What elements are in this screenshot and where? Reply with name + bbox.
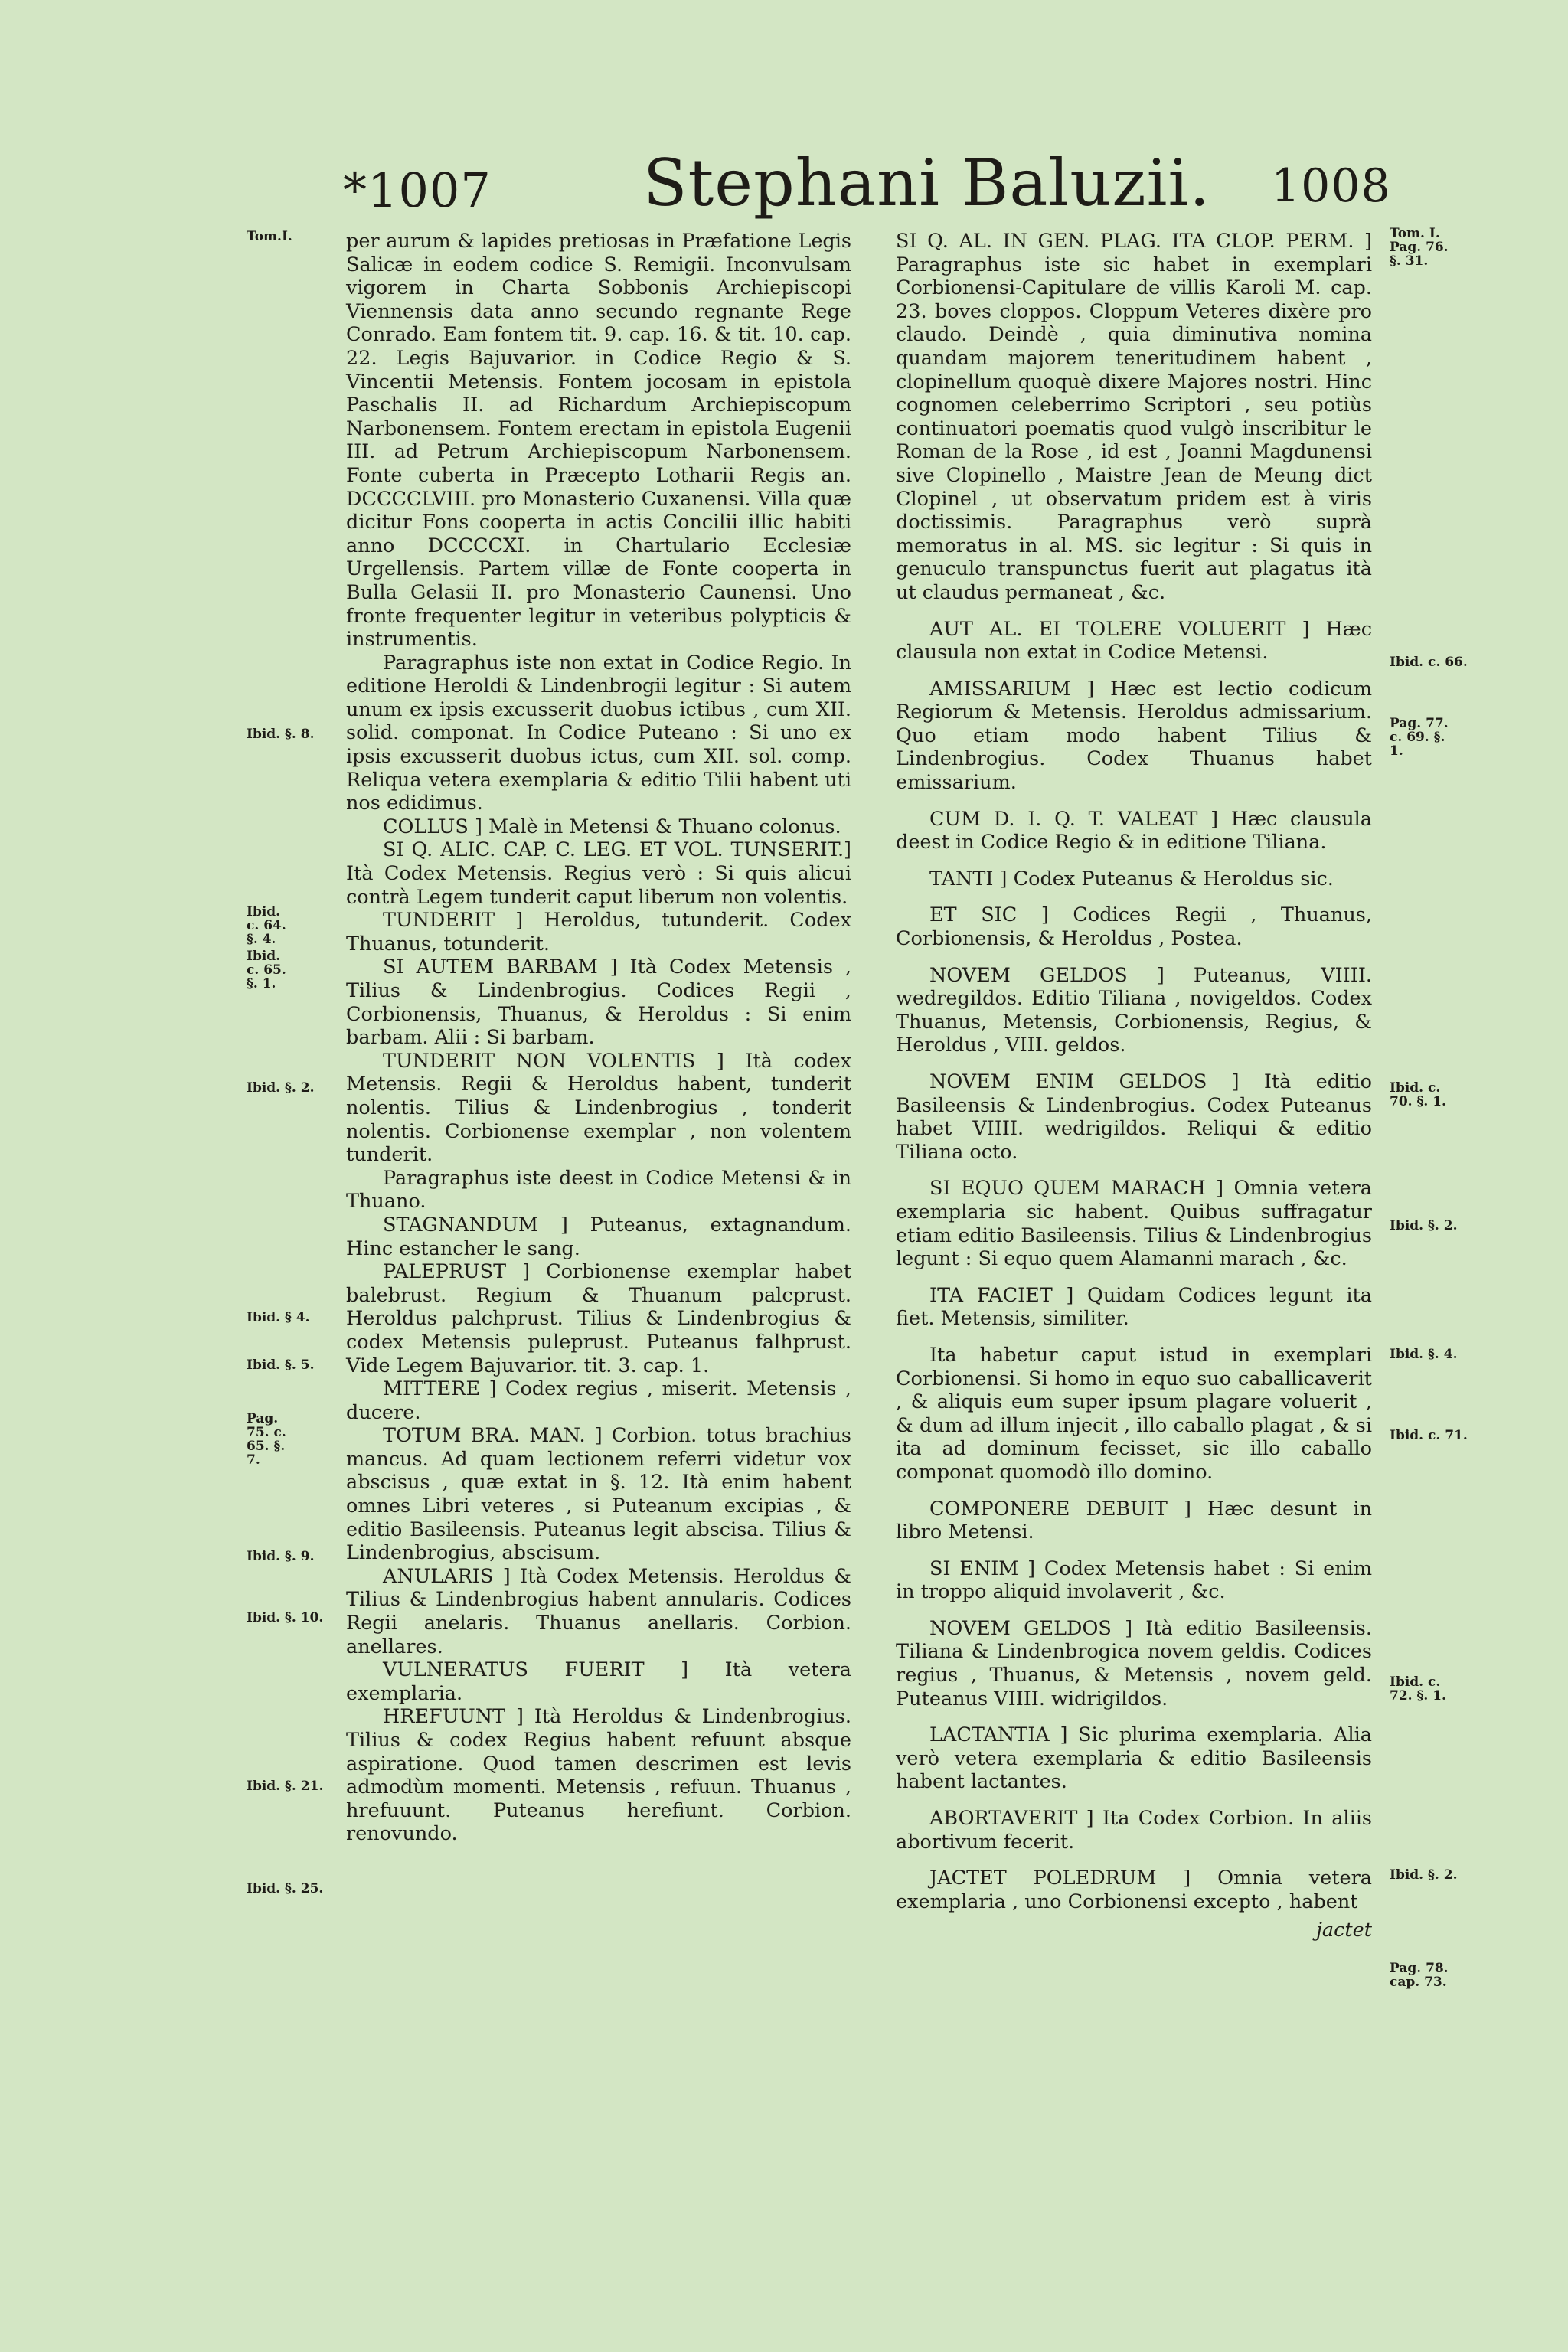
commentary-paragraph: Paragraphus iste non extat in Codice Regio. In editione Heroldi & Lindenbrogii legitur : Si autem unum ex ipsis excusserit duobus ictibus , cum XII. solid. componat. In Codice Puteano : Si uno ex ipsis excusserit duobus ictus, cum XII. sol. comp. Reliqua vetera exemplaria & editio Tilii habent uti nos edidimus. xyxy=(346,651,851,815)
running-title: Stephani Baluzii. xyxy=(643,145,1211,220)
commentary-paragraph: NOVEM ENIM GELDOS ] Ità editio Basileensis & Lindenbrogius. Codex Puteanus habet VIIII. wedrigildos. Reliqui & editio Tiliana octo. xyxy=(896,1070,1372,1164)
page-number-left: *1007 xyxy=(343,162,492,218)
commentary-paragraph: PALEPRUST ] Corbionense exemplar habet balebrust. Regium & Thuanum palcprust. Heroldus palchprust. Tilius & Lindenbrogius & codex Metensis puleprust. Puteanus falhprust. Vide Legem Bajuvarior. tit. 3. cap. 1. xyxy=(346,1260,851,1377)
commentary-paragraph: SI AUTEM BARBAM ] Ità Codex Metensis , Tilius & Lindenbrogius. Codices Regii , Corbionensis, Thuanus, & Heroldus : Si enim barbam. Alii : Si barbam. xyxy=(346,956,851,1050)
margin-note: Ibid. §. 2. xyxy=(247,1080,315,1096)
margin-note: Tom.I. xyxy=(247,229,292,244)
commentary-paragraph: NOVEM GELDOS ] Puteanus, VIIII. wedregildos. Editio Tiliana , novigeldos. Codex Thuanus, Metensis, Corbionensis, Regius, & Heroldus , VIII. geldos. xyxy=(896,963,1372,1057)
commentary-paragraph: SI Q. AL. IN GEN. PLAG. ITA CLOP. PERM. ] Paragraphus iste sic habet in exemplari Corbionensi-Capitulare de villis Karoli M. cap. 23. boves cloppos. Cloppum Veteres dixère pro claudo. Deindè , quia diminutiva nomina quandam majorem teneritudinem habent , clopinellum quoquè dixere Majores nostri. Hinc cognomen celeberrimo Scriptori , seu potiùs continuatori poematis quod vulgò inscribitur le Roman de la Rose , id est , Joanni Magdunensi sive Clopinello , Maistre Jean de Meung dict Clopinel , ut observatum pridem est à viris doctissimis. Paragraphus verò suprà memoratus in al. MS. sic legitur : Si quis in genuculo transpunctus fuerit aut plagatus ità ut claudus permaneat , &c. xyxy=(896,230,1372,604)
margin-note: Ibid. c. 71. xyxy=(1390,1428,1468,1443)
commentary-paragraph: AUT AL. EI TOLERE VOLUERIT ] Hæc clausula non extat in Codice Metensi. xyxy=(896,617,1372,665)
commentary-paragraph: STAGNANDUM ] Puteanus, extagnandum. Hinc estancher le sang. xyxy=(346,1213,851,1260)
margin-note: Ibid. §. 10. xyxy=(247,1610,324,1625)
commentary-paragraph: NOVEM GELDOS ] Ità editio Basileensis. Tiliana & Lindenbrogica novem geldis. Codices regius , Thuanus, & Metensis , novem geld. Puteanus VIIII. widrigildos. xyxy=(896,1616,1372,1710)
margin-note: Pag. 75. c. 65. §. 7. xyxy=(247,1411,286,1468)
commentary-paragraph: ANULARIS ] Ità Codex Metensis. Heroldus & Tilius & Lindenbrogius habent annularis. Codices Regii anelaris. Thuanus anellaris. Corbion. anellares. xyxy=(346,1564,851,1658)
margin-note: Ibid. c. 64. §. 4. xyxy=(247,904,286,947)
commentary-paragraph: SI ENIM ] Codex Metensis habet : Si enim in troppo aliquid involaverit , &c. xyxy=(896,1557,1372,1604)
margin-note: Ibid. c. 65. §. 1. xyxy=(247,949,286,991)
margin-note: Ibid. c. 66. xyxy=(1390,655,1468,670)
commentary-paragraph: LACTANTIA ] Sic plurima exemplaria. Alia verò vetera exemplaria & editio Basileensis habent lactantes. xyxy=(896,1723,1372,1794)
commentary-paragraph: Ita habetur caput istud in exemplari Corbionensi. Si homo in equo suo caballicaverit , & aliquis eum super ipsum plagare voluerit , & dum ad illum injecit , illo caballo plagat , & si ita ad dominum fecisset, sic illo caballo componat quomodò illo domino. xyxy=(896,1343,1372,1484)
commentary-paragraph: Paragraphus iste deest in Codice Metensi & in Thuano. xyxy=(346,1166,851,1214)
commentary-paragraph: TOTUM BRA. MAN. ] Corbion. totus brachius mancus. Ad quam lectionem referri videtur vox abscisus , quæ extat in §. 12. Ità enim habent omnes Libri veteres , si Puteanum excipias , & editio Basileensis. Puteanus legit abscisa. Tilius & Lindenbrogius, abscisum. xyxy=(346,1424,851,1565)
margin-note: Ibid. §. 8. xyxy=(247,727,315,742)
commentary-paragraph: HREFUUNT ] Ità Heroldus & Lindenbrogius. Tilius & codex Regius habent refuunt absque aspiratione. Quod tamen descrimen est levis admodùm momenti. Metensis , refuun. Thuanus , hrefuuunt. Puteanus herefiunt. Corbion. renovundo. xyxy=(346,1705,851,1846)
margin-note: Ibid. §. 21. xyxy=(247,1779,324,1794)
margin-note: Ibid. §. 25. xyxy=(247,1881,324,1896)
margin-note: Pag. 77. c. 69. §. 1. xyxy=(1390,716,1449,759)
catchword: jactet xyxy=(1316,1919,1372,1942)
commentary-paragraph: MITTERE ] Codex regius , miserit. Metensis , ducere. xyxy=(346,1377,851,1424)
commentary-paragraph: VULNERATUS FUERIT ] Ità vetera exemplaria. xyxy=(346,1658,851,1705)
commentary-paragraph: AMISSARIUM ] Hæc est lectio codicum Regiorum & Metensis. Heroldus admissarium. Quo etiam modo habent Tilius & Lindenbrogius. Codex Thuanus habet emissarium. xyxy=(896,677,1372,795)
margin-note: Ibid. § 4. xyxy=(247,1310,310,1325)
margin-note: Ibid. §. 9. xyxy=(247,1549,315,1564)
commentary-paragraph: ABORTAVERIT ] Ita Codex Corbion. In aliis abortivum fecerit. xyxy=(896,1807,1372,1854)
commentary-paragraph: TUNDERIT ] Heroldus, tutunderit. Codex Thuanus, totunderit. xyxy=(346,909,851,956)
commentary-paragraph: ET SIC ] Codices Regii , Thuanus, Corbionensis, & Heroldus , Postea. xyxy=(896,903,1372,951)
commentary-paragraph: COLLUS ] Malè in Metensi & Thuano colonus. xyxy=(383,815,841,838)
margin-note: Tom. I. Pag. 76. §. 31. xyxy=(1390,226,1449,269)
commentary-paragraph: COMPONERE DEBUIT ] Hæc desunt in libro Metensi. xyxy=(896,1497,1372,1544)
commentary-paragraph: ITA FACIET ] Quidam Codices legunt ita fiet. Metensis, similiter. xyxy=(896,1283,1372,1331)
commentary-paragraph: TANTI ] Codex Puteanus & Heroldus sic. xyxy=(929,867,1334,890)
commentary-paragraph: JACTET POLEDRUM ] Omnia vetera exemplaria , uno Corbionensi excepto , habent xyxy=(896,1867,1372,1913)
margin-note: Ibid. §. 2. xyxy=(1390,1867,1458,1883)
page-number-right: 1008 xyxy=(1271,159,1391,213)
commentary-paragraph: SI EQUO QUEM MARACH ] Omnia vetera exemplaria sic habent. Quibus suffragatur etiam editio Basileensis. Tilius & Lindenbrogius legunt : Si equo quem Alamanni marach , &c. xyxy=(896,1177,1372,1271)
margin-note: Ibid. §. 4. xyxy=(1390,1347,1458,1362)
right-column xyxy=(896,230,1372,1955)
margin-note: Pag. 78. cap. 73. xyxy=(1390,1961,1449,1990)
commentary-paragraph: per aurum & lapides pretiosas in Præfatione Legis Salicæ in eodem codice S. Remigii. Inconvulsam vigorem in Charta Sobbonis Archiepiscopi Viennensis data anno secundo regnante Rege Conrado. Eam fontem tit. 9. cap. 16. & tit. 10. cap. 22. Legis Bajuvarior. in Codice Regio & S. Vincentii Metensis. Fontem jocosam in epistola Paschalis II. ad Richardum Archiepiscopum Narbonensem. Fontem erectam in epistola Eugenii III. ad Petrum Archiepiscopum Narbonensem. Fonte cuberta in Præcepto Lotharii Regis an. DCCCCLVIII. pro Monasterio Cuxanensi. Villa quæ dicitur Fons cooperta in actis Concilii illic habiti anno DCCCCXI. in Chartulario Ecclesiæ Urgellensis. Partem villæ de Fonte cooperta in Bulla Gelasii II. pro Monasterio Caunensi. Uno fronte frequenter legitur in veteribus polypticis & instrumentis. xyxy=(346,230,851,652)
commentary-paragraph: SI Q. ALIC. CAP. C. LEG. ET VOL. TUNSERIT.] Ità Codex Metensis. Regius verò : Si quis alicui contrà Legem tunderit caput liberum non volentis. xyxy=(346,838,851,909)
page-header xyxy=(0,145,1568,237)
margin-note: Ibid. §. 5. xyxy=(247,1357,315,1373)
commentary-paragraph: CUM D. I. Q. T. VALEAT ] Hæc clausula deest in Codice Regio & in editione Tiliana. xyxy=(896,807,1372,854)
margin-note: Ibid. §. 2. xyxy=(1390,1218,1458,1233)
margin-note: Ibid. c. 72. §. 1. xyxy=(1390,1674,1446,1704)
left-column xyxy=(346,230,851,1846)
commentary-paragraph: TUNDERIT NON VOLENTIS ] Ità codex Metensis. Regii & Heroldus habent, tunderit nolentis. Tilius & Lindenbrogius , tonderit nolentis. Corbionense exemplar , non volentem tunderit. xyxy=(346,1049,851,1167)
margin-note: Ibid. c. 70. §. 1. xyxy=(1390,1080,1446,1109)
